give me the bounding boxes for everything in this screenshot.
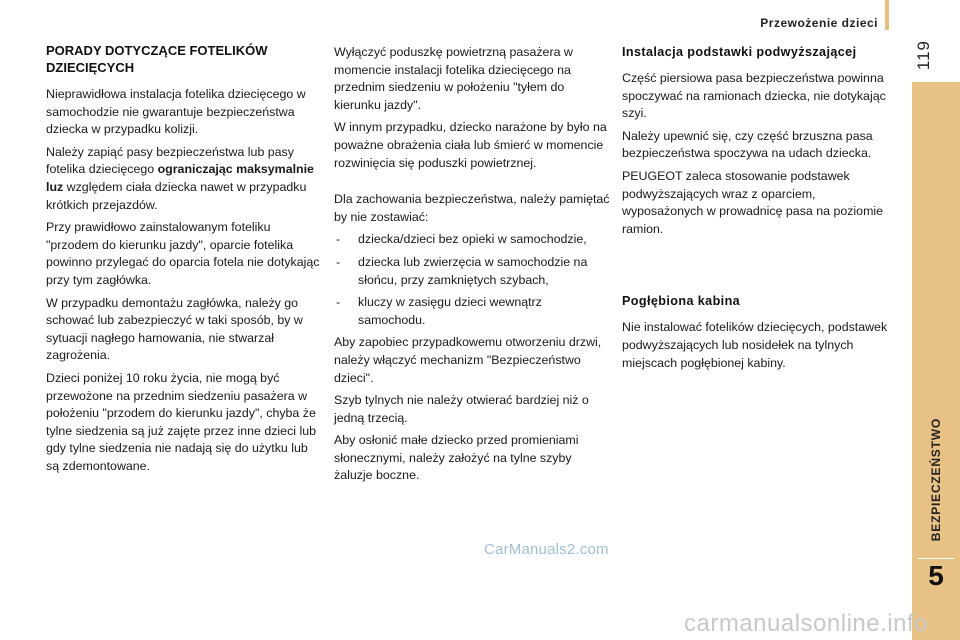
emphasis-text: ograniczając maksymalnie luz xyxy=(46,162,314,194)
text-column-1 xyxy=(46,42,322,480)
section-heading-child-seat-advice: PORADY DOTYCZĄCE FOTELIKÓW DZIECIĘCYCH xyxy=(46,43,268,75)
paragraph: Dla zachowania bezpieczeństwa, należy pamiętać by nie zostawiać: xyxy=(334,192,610,224)
side-section-tab xyxy=(912,82,960,640)
paragraph: W innym przypadku, dziecko narażone by było na poważne obrażenia ciała lub śmierć w momencie rozwinięcia się poduszki powietrznej. xyxy=(334,120,607,170)
text-column-3 xyxy=(622,44,898,377)
list-item: - dziecka lub zwierzęcia w samochodzie na słońcu, przy zamkniętych szybach, xyxy=(336,254,588,287)
chapter-number: 5 xyxy=(928,560,944,591)
dash-list xyxy=(334,231,610,329)
paragraph: Wyłączyć poduszkę powietrzną pasażera w momencie instalacji fotelika dziecięcego na przednim siedzeniu w położeniu "tyłem do kierunku jazdy". xyxy=(334,45,573,112)
watermark-link[interactable]: CarManuals2.com xyxy=(484,541,609,558)
dash-marker: - xyxy=(336,232,341,247)
side-section-label xyxy=(912,410,960,550)
paragraph: Przy prawidłowo zainstalowanym foteliku "przodem do kierunku jazdy", oparcie fotelika powinno przylegać do oparcia fotela nie dotykając przy tym zagłówka. xyxy=(46,220,320,287)
dash-marker: - xyxy=(336,254,341,269)
paragraph: PEUGEOT zaleca stosowanie podstawek podwyższających wraz z oparciem, wyposażonych w prowadnicę pasa na poziomie ramion. xyxy=(622,168,884,236)
paragraph: Aby zapobiec przypadkowemu otworzeniu drzwi, należy włączyć mechanizm "Bezpieczeństwo dzieci". xyxy=(334,335,602,385)
paragraph: Dzieci poniżej 10 roku życia, nie mogą być przewożone na przednim siedzeniu pasażera w położeniu "przodem do kierunku jazdy", chyba że tylne siedzenia są już zajęte przez inne dzieci lub gdy tylne siedzenia nie nadają się do użytku lub są zdemontowane. xyxy=(46,370,316,473)
list-item: - kluczy w zasięgu dzieci wewnątrz samochodu. xyxy=(336,295,542,327)
footer-watermark: carmanualsonline.info xyxy=(684,610,928,637)
section-heading-extended-cab: Pogłębiona kabina xyxy=(622,294,741,309)
paragraph: Aby osłonić małe dziecko przed promieniami słonecznymi, należy założyć na tylne szyby żaluzje boczne. xyxy=(334,433,579,483)
paragraph: Należy upewnić się, czy część brzuszna pasa bezpieczeństwa spoczywa na udach dziecka. xyxy=(622,128,873,161)
paragraph: Nieprawidłowa instalacja fotelika dziecięcego w samochodzie nie gwarantuje bezpieczeństwa dziecka w przypadku kolizji. xyxy=(46,87,306,137)
paragraph: Część piersiowa pasa bezpieczeństwa powinna spoczywać na ramionach dziecka, nie dotykając szyi. xyxy=(622,71,886,121)
page-number: 119 xyxy=(914,40,933,71)
dash-marker: - xyxy=(336,295,341,310)
header-accent-bar xyxy=(885,0,889,30)
page-header-title: Przewożenie dzieci xyxy=(760,16,878,30)
side-tab-divider xyxy=(918,558,954,559)
list-item: - dziecka/dzieci bez opieki w samochodzie, xyxy=(334,231,610,249)
paragraph: Nie instalować fotelików dziecięcych, podstawek podwyższających lub nosidełek na tylnych miejscach pogłębionej kabiny. xyxy=(622,320,888,370)
paragraph: W przypadku demontażu zagłówka, należy go schować lub zabezpieczyć w taki sposób, by w sytuacji nagłego hamowania, nie stwarzał zagrożenia. xyxy=(46,295,303,363)
paragraph: Szyb tylnych nie należy otwierać bardziej niż o jedną trzecią. xyxy=(334,393,589,425)
text-column-2 xyxy=(334,44,610,490)
section-label-text: BEZPIECZEŃSTWO xyxy=(929,418,943,542)
paragraph-belt-slack: Należy zapiąć pasy bezpieczeństwa lub pasy fotelika dziecięcego ograniczając maksymalnie luz względem ciała dziecka nawet w przypadku krótkich przejazdów. xyxy=(46,144,314,212)
section-heading-booster-seat: Instalacja podstawki podwyższającej xyxy=(622,45,857,59)
